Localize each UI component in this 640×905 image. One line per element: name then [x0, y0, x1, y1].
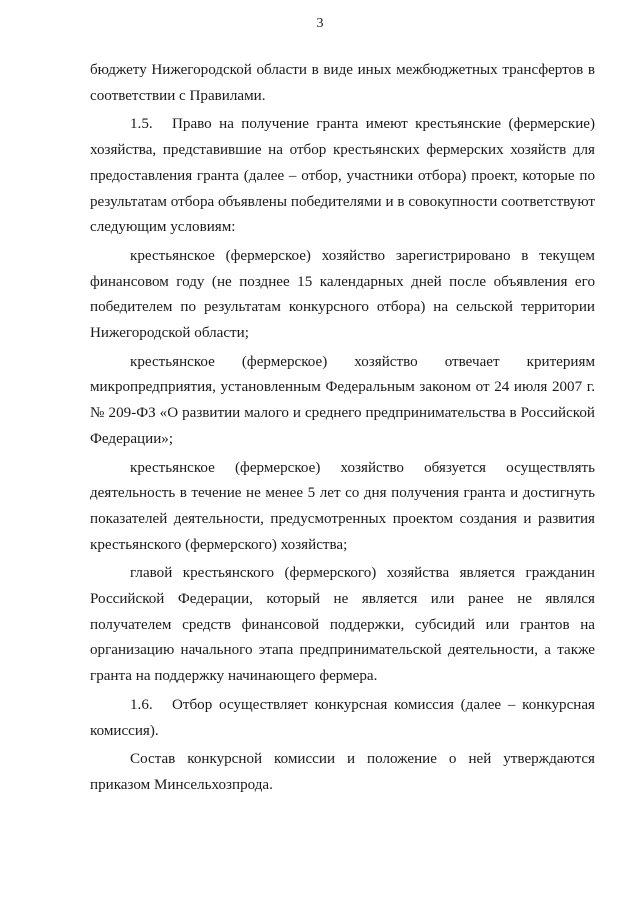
commission-composition [90, 747, 595, 798]
document-body [90, 58, 595, 799]
condition-registration [90, 244, 595, 347]
clause-1-6 [90, 693, 595, 744]
paragraph-text: главой крестьянского (фермерского) хозяйства является гражданин Российской Федерации, который не является или ранее не являлся получателем средств финансовой поддержки, субсидий или грантов на организацию начального этапа предпринимательской деятельности, а также гранта на поддержку начинающего фермера. [90, 565, 595, 685]
condition-activity-obligation [90, 456, 595, 559]
clause-1-5 [90, 112, 595, 241]
condition-head-citizenship [90, 561, 595, 690]
condition-microenterprise [90, 350, 595, 453]
paragraph-text: бюджету Нижегородской области в виде иных межбюджетных трансфертов в соответствии с Правилами. [90, 62, 595, 104]
paragraph-text: Состав конкурсной комиссии и положение о ней утверждаются приказом Минсельхозпрода. [90, 751, 595, 793]
clause-number: 1.6. [130, 696, 153, 713]
paragraph-text: крестьянское (фермерское) хозяйство обязуется осуществлять деятельность в течение не менее 5 лет со дня получения гранта и достигнуть показателей деятельности, предусмотренных проектом создания и развития крестьянского (фермерского) хозяйства; [90, 459, 595, 553]
paragraph-continuation [90, 58, 595, 109]
paragraph-text: Право на получение гранта имеют крестьянские (фермерские) хозяйства, представившие на отбор крестьянских фермерских хозяйств для предоставления гранта (далее – отбор, участники отбора) проект, которые по результатам отбора объявлены победителями и в совокупности соответствуют следующим условиям: [90, 116, 595, 236]
page-number: 3 [316, 16, 324, 31]
clause-number: 1.5. [130, 116, 153, 133]
paragraph-text: крестьянское (фермерское) хозяйство зарегистрировано в текущем финансовом году (не позднее 15 календарных дней после объявления его победителем по результатам конкурсного отбора) на сельской территории Нижегородской области; [90, 247, 595, 342]
paragraph-text: Отбор осуществляет конкурсная комиссия (далее – конкурсная комиссия). [90, 696, 595, 739]
paragraph-text: крестьянское (фермерское) хозяйство отвечает критериям микропредприятия, установленным Федеральным законом от 24 июля 2007 г. № 209-ФЗ «О развитии малого и среднего предпринимательства в Российской Федерации»; [90, 353, 595, 447]
